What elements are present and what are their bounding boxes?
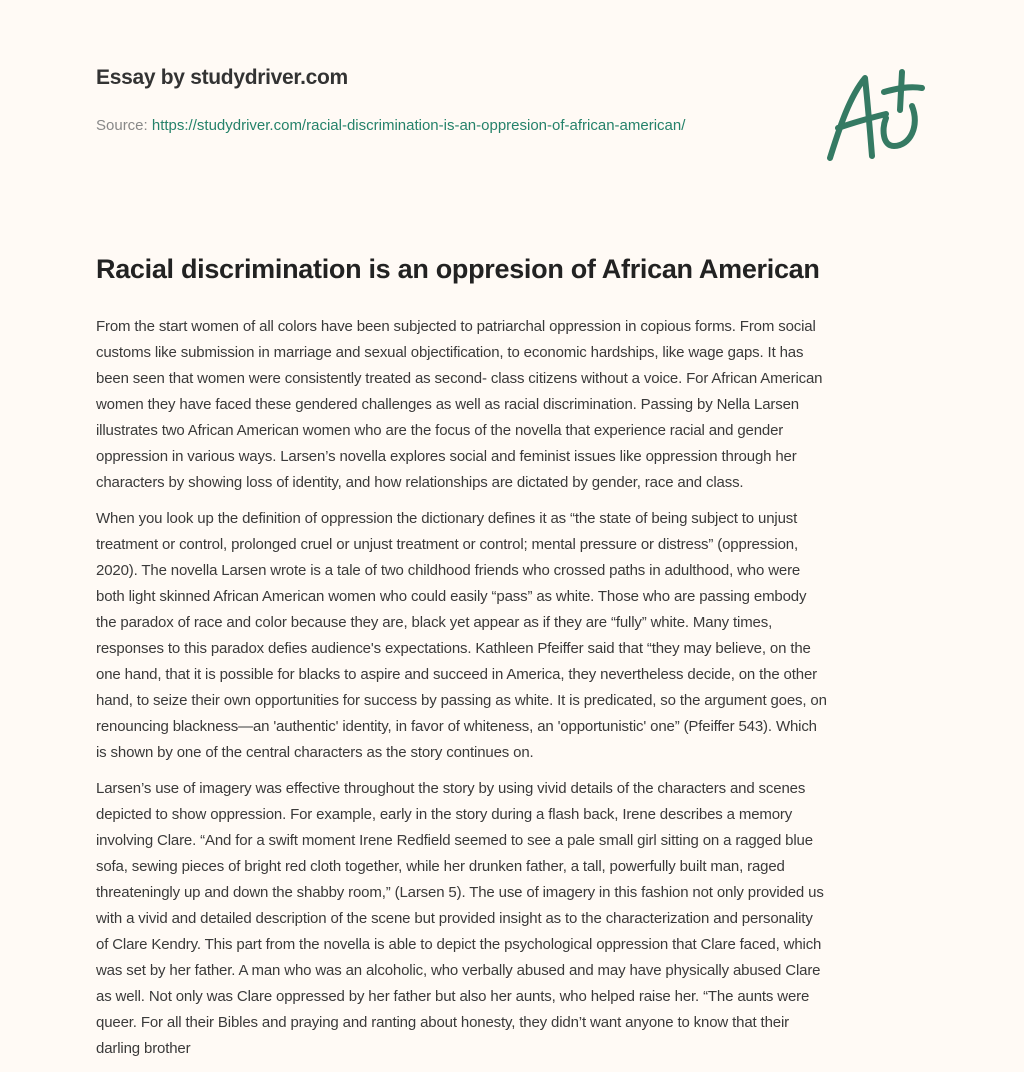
paragraph-line: of Clare Kendry. This part from the novella is able to depict the psychological oppression that Clare faced, which: [96, 936, 822, 953]
essay-title: Racial discrimination is an oppresion of African American: [96, 254, 820, 284]
paragraph-line: been seen that women were consistently treated as second- class citizens without a voice. For African American: [96, 370, 823, 387]
essay-paragraph: [96, 506, 936, 766]
paragraph-line: queer. For all their Bibles and praying and ranting about honesty, they didn’t want anyone to know that their: [96, 1014, 789, 1031]
paragraph-line: customs like submission in marriage and sexual objectification, to economic hardships, like wage gaps. It has: [96, 344, 804, 361]
essay-paragraph: [96, 314, 936, 496]
paragraph-line: 2020). The novella Larsen wrote is a tale of two childhood friends who crossed paths in adulthood, who were: [96, 562, 801, 579]
paragraph-line: was set by her father. A man who was an alcoholic, who verbally abused and may have physically abused Clare: [96, 962, 821, 979]
source-label: Source:: [96, 117, 152, 134]
paragraph-line: responses to this paradox defies audience's expectations. Kathleen Pfeiffer said that “they may believe, on the: [96, 640, 811, 657]
paragraph-line: as well. Not only was Clare oppressed by her father but also her aunts, who helped raise her. “The aunts were: [96, 988, 810, 1005]
paragraph-line: women they have faced these gendered challenges as well as racial discrimination. Passing by Nella Larsen: [96, 396, 799, 413]
paragraph-line: oppression in various ways. Larsen’s novella explores social and feminist issues like oppression through her: [96, 448, 797, 465]
paragraph-line: hand, to seize their own opportunities for success by passing as white. It is predicated, so the argument goes, on: [96, 692, 827, 709]
essay-paragraph: [96, 776, 936, 1062]
paragraph-line: sofa, sewing pieces of bright red cloth together, while her drunken father, a tall, powerfully built man, raged: [96, 858, 785, 875]
paragraph-line: treatment or control, prolonged cruel or unjust treatment or control; mental pressure or distress” (oppression,: [96, 536, 799, 553]
paragraph-line: darling brother: [96, 1040, 191, 1057]
paragraph-line: characters by showing loss of identity, and how relationships are dictated by gender, race and class.: [96, 474, 744, 491]
paragraph-line: with a vivid and detailed description of the scene but provided insight as to the characterization and personality: [96, 910, 813, 927]
paragraph-line: involving Clare. “And for a swift moment Irene Redfield seemed to see a pale small girl sitting on a ragged blue: [96, 832, 813, 849]
paragraph-line: depicted to show oppression. For example, early in the story during a flash back, Irene describes a memory: [96, 806, 793, 823]
paragraph-line: the paradox of race and color because they are, black yet appear as if they are “fully” white. Many times,: [96, 614, 773, 631]
source-link[interactable]: https://studydriver.com/racial-discrimination-is-an-oppresion-of-african-american/: [151, 117, 686, 134]
paragraph-line: both light skinned African American women who could easily “pass” as white. Those who are passing embody: [96, 588, 807, 605]
paragraph-line: is shown by one of the central characters as the story continues on.: [96, 744, 534, 761]
paragraph-line: When you look up the definition of oppression the dictionary defines it as “the state of being subject to unjust: [96, 510, 798, 527]
paragraph-line: one hand, that it is possible for blacks to aspire and succeed in America, they nevertheless decide, on the other: [96, 666, 817, 683]
paragraph-line: From the start women of all colors have been subjected to patriarchal oppression in copious forms. From social: [96, 318, 816, 335]
a-plus-logo-icon: [820, 66, 930, 166]
paragraph-line: threateningly up and down the shabby room,” (Larsen 5). The use of imagery in this fashion not only provided us: [96, 884, 824, 901]
paragraph-line: renouncing blackness—an 'authentic' identity, in favor of whiteness, an 'opportunistic' one” (Pfeiffer 543). Which: [96, 718, 817, 735]
site-brand: Essay by studydriver.com: [96, 66, 348, 89]
paragraph-line: Larsen’s use of imagery was effective throughout the story by using vivid details of the characters and scenes: [96, 780, 806, 797]
source-line: [96, 114, 716, 138]
essay-body: [96, 314, 936, 1072]
paragraph-line: illustrates two African American women who are the focus of the novella that experience racial and gender: [96, 422, 784, 439]
